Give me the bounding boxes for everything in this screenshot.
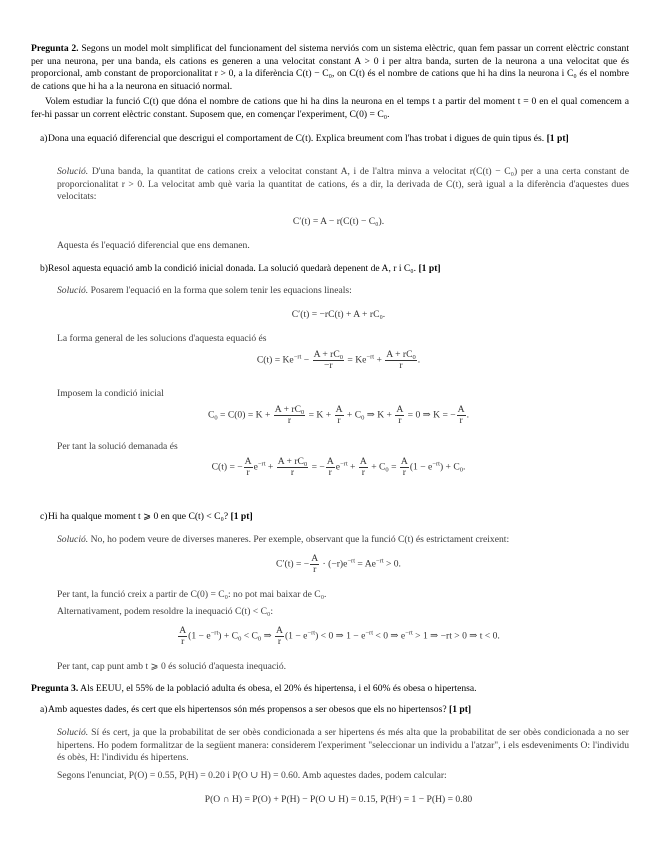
q2-c-sol-word: Solució. [57,534,89,545]
q2-intro2: Volem estudiar la funció C(t) que dóna el nombre de cations que hi ha dins la neurona en el temps t a partir del moment t = 0 en el qual comencem a fer-hi passar un corrent elèctric constant. Suposem que, en començar l'experiment, C(0) = C₀. [31,96,629,120]
q2-a-points: [1 pt] [546,133,569,144]
q2-b-equation1: C′(t) = −rC(t) + A + rC₀. [291,309,386,320]
q2-b-question-text: Resol aquesta equació amb la condició inicial donada. La solució quedarà depenent de A, r i C₀. [48,263,417,274]
q3-a-points: [1 pt] [449,704,472,715]
q2-b-label: b) [40,263,48,274]
q3-a-sol1: Sí és cert, ja que la probabilitat de ser obès condicionada a ser hipertens és més alta que la probabilitat de ser obès condicionada a no ser hipertens. Ho podem formalitzar de la següent manera: considerem l'experiment "seleccionar un individu a l'atzar", i els esdeveniments O: l'individu és obès, H: l'individu és hipertens. [57,727,629,764]
q2-c-solution [57,534,629,547]
q3-title: Pregunta 3. [31,683,79,694]
q2-c-question-text: Hi ha qualque moment t ⩾ 0 en que C(t) < C₀? [48,511,229,522]
q3-intro [31,683,629,696]
q2-c-sol3: Alternativament, podem resoldre la inequació C(t) < C₀: [57,606,274,617]
q2-a-equation: C′(t) = A − r(C(t) − C₀). [292,216,385,227]
q2-b-equation3: $C_0 = C(0) = K$ + $\frac{A + rC_0}{r}$ = K + $\frac{A}{r}$ + $C_0$ ⇒ K + $\frac{A}{r}$ = 0 ⇒ K = − $\frac{A}{r}$ . [207,404,470,426]
q2-b-question [48,263,629,276]
q2-b-equation2: $C(t) = Ke^{-rt}$ − $\frac{A + rC_0}{-r}$ = $Ke^{-rt}$ + $\frac{A + rC_0}{r}$ . [256,349,421,371]
q2-intro-text: Segons un model molt simplificat del funcionament del sistema nerviós com un sistema elèctric, quan fem passar un corrent elèctric constant per una neurona, per una banda, els cations es generen a una velocitat constant A > 0 i per altra banda, surten de la neurona a una velocitat que és proporcional, amb constant de proporcionalitat r > 0, a la diferència C(t) − C₀, on C(t) és el nombre de cations que hi ha dins la neurona i C₀ és el nombre de cations que hi ha a la neurona en situació normal. [31,43,629,92]
q3-a-label: a) [40,704,48,715]
q2-a-solution [57,166,629,204]
q2-c-equation1: C′(t) = − $\frac{A}{r}$ · $(-r)e^{-rt} = Ae^{-rt} > 0$. [276,553,401,575]
q2-b-sol1: Posarem l'equació en la forma que solem tenir les equacions lineals: [90,285,352,296]
q2-c-sol1: No, ho podem veure de diverses maneres. Per exemple, observant que la funció C(t) és estrictament creixent: [90,534,510,545]
q3-a-sol2: Segons l'enunciat, P(O) = 0.55, P(H) = 0.20 i P(O ∪ H) = 0.60. Amb aquestes dades, podem calcular: [57,770,447,781]
q2-c-sol4: Per tant, cap punt amb t ⩾ 0 és solució d'aquesta inequació. [57,661,287,672]
q2-c-label: c) [40,511,48,522]
q3-a-question-text: Amb aquestes dades, és cert que els hipertensos són més propensos a ser obesos que els no hipertensos? [48,704,447,715]
q3-a-question [48,704,629,717]
q2-a-sol2: Aquesta és l'equació diferencial que ens demanen. [57,240,250,251]
q3-a-sol-word: Solució. [57,727,89,738]
q2-a-sol-word: Solució. [57,166,89,177]
q2-title: Pregunta 2. [31,43,79,54]
q3-a-equation: P(O ∩ H) = P(O) + P(H) − P(O ∪ H) = 0.15, P(Hᶜ) = 1 − P(H) = 0.80 [204,794,473,805]
q2-c-equation2: $\frac{A}{r}$ $(1 - e^{-rt}) + C_0 < C_0$ ⇒ $\frac{A}{r}$ $(1 - e^{-rt}) < 0$ ⇒ $1 - e^{-rt} < 0$ ⇒ $e^{-rt} > 1$ ⇒ −rt > 0 ⇒ t < 0. [179,625,500,647]
q2-a-sol1: D'una banda, la quantitat de cations creix a velocitat constant A, i de l'altra minva a velocitat r(C(t) − C₀) per a una certa constant de proporcionalitat r > 0. La velocitat amb què varia la quantitat de cations, és a dir, la derivada de C(t), serà igual a la diferència d'aquestes dues velocitats: [57,166,629,203]
q3-a-solution [57,727,629,765]
q2-b-points: [1 pt] [418,263,441,274]
q2-b-equation4: C(t) = − $\frac{A}{r}$ $e^{-rt}$ + $\frac{A + rC_0}{r}$ = − $\frac{A}{r}$ $e^{-rt}$ + $\frac{A}{r}$ + $C_0$ = $\frac{A}{r}$ $(1 - e^{-rt}) + C_0$. [211,456,466,478]
q3-intro-text: Als EEUU, el 55% de la població adulta és obesa, el 20% és hipertensa, i el 60% és obesa o hipertensa. [80,683,477,694]
q2-intro [31,43,629,93]
q2-b-sol2: La forma general de les solucions d'aquesta equació és [57,333,267,344]
q2-b-sol4: Per tant la solució demanada és [57,441,178,452]
q2-b-sol3: Imposem la condició inicial [57,388,164,399]
q2-c-points: [1 pt] [230,511,253,522]
q2-c-sol2: Per tant, la funció creix a partir de C(0) = C₀: no pot mai baixar de C₀. [57,589,327,600]
q2-b-solution [57,285,629,298]
q2-a-label: a) [40,133,48,144]
q2-c-question [48,511,629,524]
q2-a-question-text: Dona una equació diferencial que descrigui el comportament de C(t). Explica breument com l'has trobat i digues de quin tipus és. [48,133,545,144]
q2-a-question [48,133,629,146]
q2-b-sol-word: Solució. [57,285,89,296]
